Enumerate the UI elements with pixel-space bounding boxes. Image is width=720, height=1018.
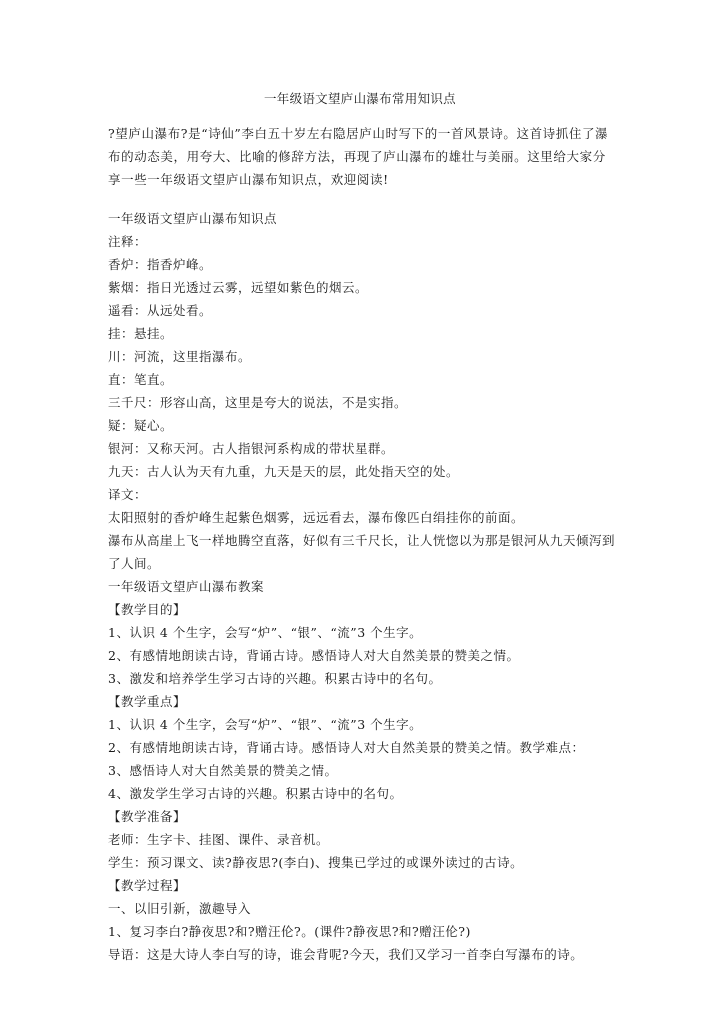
translation-heading: 译文： (108, 487, 148, 502)
translation-line: 太阳照射的香炉峰生起紫色烟雾，远远看去，瀑布像匹白绢挂你的前面。 (108, 510, 525, 525)
list-item: 4、激发学生学习古诗的兴趣。积累古诗中的名句。 (108, 786, 403, 801)
note-line: 紫烟：指日光透过云雾，远望如紫色的烟云。 (108, 280, 369, 295)
prep-line: 老师：生字卡、挂图、课件、录音机。 (108, 832, 330, 847)
intro-paragraph: ?望庐山瀑布?是“诗仙”李白五十岁左右隐居庐山时写下的一首风景诗。这首诗抓住了瀑布的动态美，用夸大、比喻的修辞方法，再现了庐山瀑布的雄壮与美丽。这里给大家分享一些一年级语文望庐山瀑布知识点，欢迎阅读! (108, 126, 609, 187)
note-line: 疑：疑心。 (108, 418, 174, 433)
note-line: 川：河流，这里指瀑布。 (108, 349, 252, 364)
prep-line: 学生：预习课文、读?静夜思?(李白)、搜集已学过的或课外读过的古诗。 (108, 855, 524, 870)
teaching-focus-heading: 【教学重点】 (108, 694, 187, 709)
note-line: 银河：又称天河。古人指银河系构成的带状星群。 (108, 441, 395, 456)
list-item: 3、激发和培养学生学习古诗的兴趣。积累古诗中的名句。 (108, 671, 442, 686)
note-line: 挂：悬挂。 (108, 326, 174, 341)
section-heading-lesson-plan: 一年级语文望庐山瀑布教案 (108, 579, 265, 594)
teaching-prep-heading: 【教学准备】 (108, 809, 187, 824)
list-item: 3、感悟诗人对大自然美景的赞美之情。 (108, 763, 338, 778)
teaching-process-heading: 【教学过程】 (108, 878, 187, 893)
list-item: 2、有感情地朗读古诗，背诵古诗。感悟诗人对大自然美景的赞美之情。 (108, 648, 520, 663)
teaching-goals-heading: 【教学目的】 (108, 602, 187, 617)
process-step: 1、复习李白?静夜思?和?赠汪伦?。(课件?静夜思?和?赠汪伦?) (108, 924, 471, 939)
notes-heading: 注释： (108, 234, 148, 249)
document-body (108, 207, 618, 966)
process-step: 导语：这是大诗人李白写的诗，谁会背呢?今天，我们又学习一首李白写瀑布的诗。 (108, 947, 584, 962)
note-line: 直：笔直。 (108, 372, 174, 387)
note-line: 遥看：从远处看。 (108, 303, 213, 318)
list-item: 1、认识 4 个生字，会写“炉”、“银”、“流”3 个生字。 (108, 717, 423, 732)
list-item: 1、认识 4 个生字，会写“炉”、“银”、“流”3 个生字。 (108, 625, 423, 640)
list-item: 2、有感情地朗读古诗，背诵古诗。感悟诗人对大自然美景的赞美之情。教学难点： (108, 740, 585, 755)
note-line: 三千尺：形容山高，这里是夸大的说法，不是实指。 (108, 395, 408, 410)
process-step: 一、以旧引新，激趣导入 (108, 901, 252, 916)
translation-line: 瀑布从高崖上飞一样地腾空直落，好似有三千尺长，让人恍惚以为那是银河从九天倾泻到了人间。 (108, 533, 616, 571)
section-heading-knowledge: 一年级语文望庐山瀑布知识点 (108, 211, 278, 226)
note-line: 九天：古人认为天有九重，九天是天的层，此处指天空的处。 (108, 464, 460, 479)
note-line: 香炉：指香炉峰。 (108, 257, 213, 272)
document-title: 一年级语文望庐山瀑布常用知识点 (263, 91, 456, 106)
